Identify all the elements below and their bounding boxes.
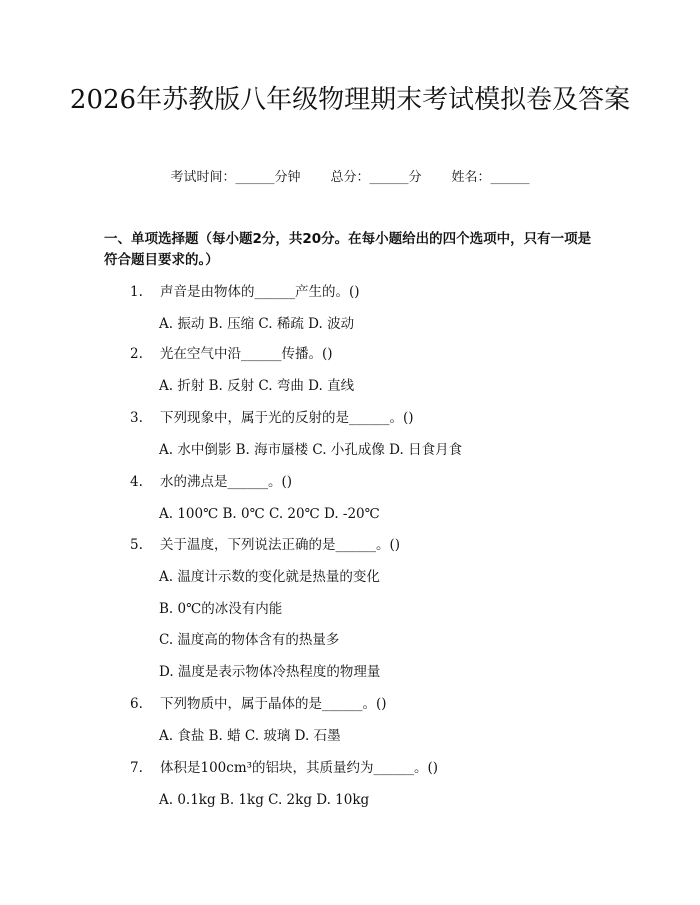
question-text: 水的沸点是______。(): [160, 474, 293, 490]
student-name-field: 姓名：______: [451, 170, 530, 185]
question-item: [130, 758, 438, 778]
question-number: 5.: [130, 537, 143, 553]
question-item: [130, 344, 333, 364]
exam-time-field: 考试时间：______分钟: [170, 170, 301, 185]
question-text: 声音是由物体的______产生的。(): [160, 284, 360, 300]
page-title: 2026年苏教版八年级物理期末考试模拟卷及答案: [69, 85, 631, 115]
question-text: 下列物质中，属于晶体的是______。(): [160, 696, 387, 712]
question-item: [130, 472, 292, 492]
question-item: [130, 282, 360, 302]
question-text: 光在空气中沿______传播。(): [160, 346, 333, 362]
question-item: [130, 535, 400, 555]
question-number: 6.: [130, 696, 143, 712]
question-text: 体积是100cm³的铝块，其质量约为______。(): [160, 760, 439, 776]
question-option-d: D. 温度是表示物体冷热程度的物理量: [159, 664, 381, 680]
question-options: A. 食盐 B. 蜡 C. 玻璃 D. 石墨: [159, 728, 341, 744]
question-options: A. 水中倒影 B. 海市蜃楼 C. 小孔成像 D. 日食月食: [159, 442, 463, 458]
question-text: 下列现象中，属于光的反射的是______。(): [160, 410, 414, 426]
section-heading-single-choice: 一、单项选择题（每小题2分，共20分。在每小题给出的四个选项中，只有一项是符合题目要求的。）: [104, 231, 592, 268]
question-option-a: A. 温度计示数的变化就是热量的变化: [159, 569, 380, 585]
question-number: 4.: [130, 474, 143, 490]
question-text: 关于温度，下列说法正确的是______。(): [160, 537, 401, 553]
question-number: 7.: [130, 760, 143, 776]
question-options: A. 0.1kg B. 1kg C. 2kg D. 10kg: [159, 792, 370, 808]
question-number: 1.: [130, 284, 143, 300]
question-option-b: B. 0℃的冰没有内能: [159, 601, 283, 617]
question-item: [130, 408, 414, 428]
question-options: A. 振动 B. 压缩 C. 稀疏 D. 波动: [159, 316, 355, 332]
question-number: 2.: [130, 346, 143, 362]
total-score-field: 总分：______分: [330, 170, 422, 185]
question-options: A. 100℃ B. 0℃ C. 20℃ D. -20℃: [159, 506, 380, 522]
question-item: [130, 694, 387, 714]
exam-info-line: [0, 168, 700, 188]
question-number: 3.: [130, 410, 143, 426]
question-options: A. 折射 B. 反射 C. 弯曲 D. 直线: [159, 378, 355, 394]
question-option-c: C. 温度高的物体含有的热量多: [159, 632, 340, 648]
